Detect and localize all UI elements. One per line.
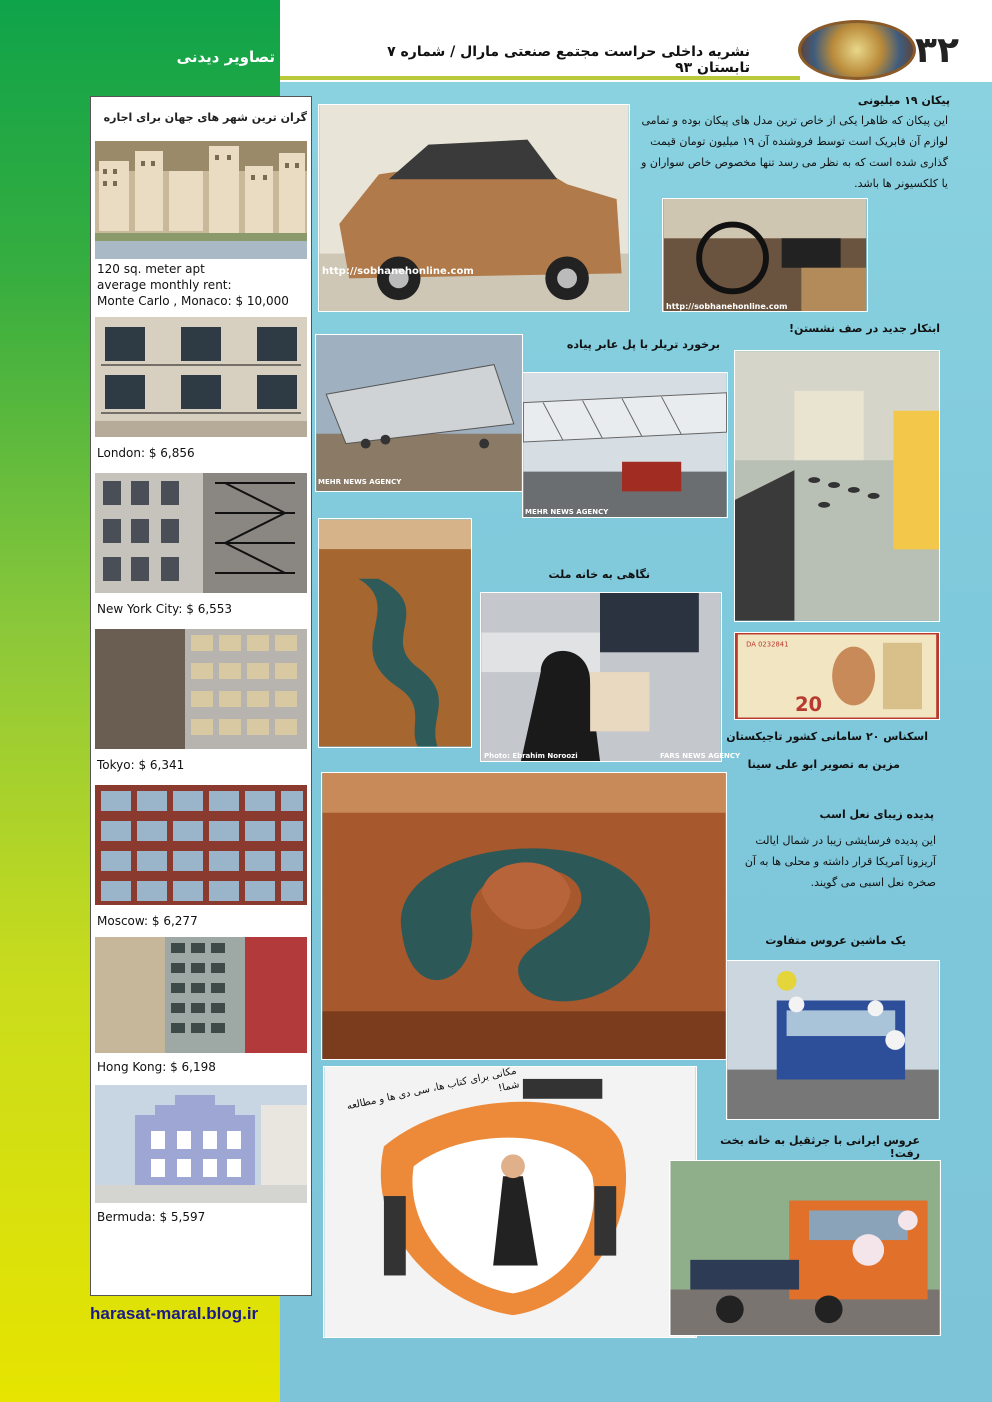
trailer-title: برخورد تریلر با پل عابر پیاده xyxy=(566,338,720,351)
paykan-title: پیکان ۱۹ میلیونی xyxy=(857,94,950,107)
trailer-bridge-photo-2 xyxy=(522,372,728,518)
banknote-title-1: اسکناس ۲۰ سامانی کشور تاجیکستان xyxy=(726,730,928,743)
new-york-photo xyxy=(95,473,307,593)
city-label-new-york: New York City: $ 6,553 xyxy=(97,602,233,616)
blog-website-link[interactable]: harasat-maral.blog.ir xyxy=(90,1304,259,1323)
trailer-credit-1: MEHR NEWS AGENCY xyxy=(318,478,402,486)
ornament-emblem-icon xyxy=(798,20,916,80)
trailer-credit-2: MEHR NEWS AGENCY xyxy=(525,508,609,516)
banknote-title-2: مزین به تصویر ابو علی سینا xyxy=(747,758,900,771)
paykan-watermark-1: http://sobhanehonline.com xyxy=(322,266,474,277)
shoes-title: ابتکار جدید در صف نشستن! xyxy=(789,322,940,335)
tajik-banknote-photo xyxy=(734,632,940,720)
rent-cities-sidebar xyxy=(90,96,312,1296)
paykan-car-photo xyxy=(318,104,630,312)
paykan-watermark-2: http://sobhanehonline.com xyxy=(666,302,788,311)
london-photo xyxy=(95,317,307,437)
paykan-interior-photo xyxy=(662,198,868,312)
paykan-body: این پیکان که ظاهرا یکی از خاص ترین مدل های پیکان بوده و تمامی لوازم آن فابریک است توسط فروشنده آن ۱۹ میلیون تومان قیمت گذاری شده است که به نظر می رسد تنها مخصوص خاص سواران و یا کلکسیونر ها باشد. xyxy=(641,114,948,190)
city-label-bermuda: Bermuda: $ 5,597 xyxy=(97,1210,206,1224)
horseshoe-title: پدیده زیبای نعل اسب xyxy=(819,808,934,821)
page-number: ۳۲ xyxy=(915,30,959,71)
bermuda-photo xyxy=(95,1085,307,1203)
city-label-moscow: Moscow: $ 6,277 xyxy=(97,914,198,928)
horseshoe-bend-photo xyxy=(321,772,727,1060)
bride-pickup-photo xyxy=(726,960,940,1120)
banknote-serial: DA 0232841 xyxy=(746,640,789,649)
canyon-river-photo xyxy=(318,518,472,748)
sidebar-title: گران ترین شهر های جهان برای اجاره xyxy=(103,111,307,124)
moscow-photo xyxy=(95,785,307,905)
nation-credit-right: FARS NEWS AGENCY xyxy=(660,752,741,760)
city-label-london: London: $ 6,856 xyxy=(97,446,195,460)
shoes-queue-photo xyxy=(734,350,940,622)
hong-kong-photo xyxy=(95,937,307,1053)
city-label-tokyo: Tokyo: $ 6,341 xyxy=(97,758,185,772)
bride-car-title: یک ماشین عروس متفاوت xyxy=(765,934,906,947)
issue-title: نشریه داخلی حراست مجتمع صنعتی مارال / شماره ۷ تابستان ۹۳ xyxy=(387,44,750,76)
nation-credit-left: Photo: Ebrahim Noroozi xyxy=(484,752,578,760)
trailer-bridge-photo-1 xyxy=(315,334,523,492)
monte-carlo-photo xyxy=(95,141,307,259)
city-label-hong-kong: Hong Kong: $ 6,198 xyxy=(97,1060,216,1074)
banknote-value: 20 xyxy=(794,693,823,717)
horseshoe-body: این پدیده فرسایشی زیبا در شمال ایالت آریزونا آمریکا قرار داشته و محلی ها به آن صخره نعل اسبی می گویند. xyxy=(744,834,936,889)
parliament-photo xyxy=(480,592,722,762)
bookshelf-caption: مکانی برای کتاب ها، سی دی ها و مطالعه شما! xyxy=(345,1065,521,1113)
bride-crane-title: عروس ایرانی با جرثقیل به خانه بخت رفت! xyxy=(720,1134,920,1160)
section-title: تصاویر دیدنی xyxy=(176,48,275,66)
tokyo-photo xyxy=(95,629,307,749)
city-label-monte-carlo: 120 sq. meter apt average monthly rent: Monte Carlo , Monaco: $ 10,000 xyxy=(97,262,289,308)
bride-crane-truck-photo xyxy=(669,1160,941,1336)
nation-title: نگاهی به خانه ملت xyxy=(548,568,650,581)
header-rule xyxy=(280,76,800,80)
